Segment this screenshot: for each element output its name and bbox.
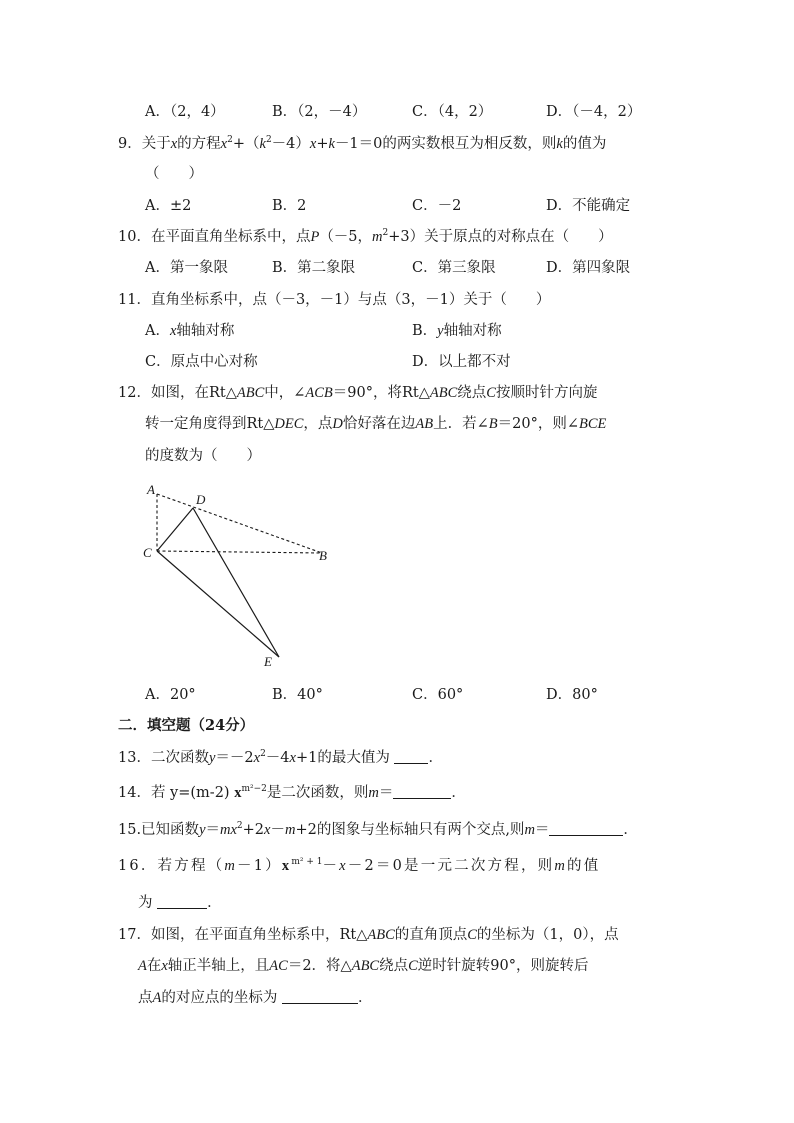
q9-option-d: D．不能确定: [546, 198, 631, 214]
q11-option-b: B．y轴轴对称: [412, 323, 502, 339]
label-e: E: [264, 654, 272, 669]
label-a: A: [147, 482, 155, 497]
q12-option-a: A．20°: [145, 687, 196, 703]
label-c: C: [143, 545, 152, 560]
q12-option-b: B．40°: [272, 687, 323, 703]
label-d: D: [196, 492, 206, 507]
q12-option-d: D．80°: [546, 687, 598, 703]
segment-c-d: [157, 508, 193, 551]
segment-d-e: [193, 508, 279, 657]
q10-option-a: A．第一象限: [145, 260, 228, 276]
q8-option-c: C．（4，2）: [412, 104, 493, 120]
q12-figure: [140, 478, 340, 673]
segment-c-e: [157, 551, 279, 657]
q10-option-c: C．第三象限: [412, 260, 496, 276]
q17-line-1: 17．如图，在平面直角坐标系中，Rt△ABC的直角顶点C的坐标为（1，0），点: [118, 927, 619, 943]
q16-answer-blank[interactable]: [157, 894, 207, 909]
q10-question: 10．在平面直角坐标系中，点P（－5，$m^2+3$）关于原点的对称点在（ ）: [118, 228, 613, 245]
q12-line-1: 12．如图，在Rt△ABC中，∠ACB＝90°，将Rt△ABC绕点C按顺时针方向旋: [118, 385, 598, 401]
q17-line-3: 点A的对应点的坐标为 ．: [138, 990, 373, 1006]
q12-option-c: C．60°: [412, 687, 464, 703]
q9-option-a: A．±2: [145, 198, 192, 214]
q14-answer-blank[interactable]: [393, 784, 451, 799]
segment-a-b: [157, 494, 322, 553]
section-heading: 二．填空题（24分）: [118, 717, 255, 734]
q8-option-d: D．（－4，2）: [546, 104, 642, 120]
q11-option-c: C．原点中心对称: [145, 354, 258, 370]
q11-question: 11．直角坐标系中，点（－3，－1）与点（3，－1）关于（ ）: [118, 292, 551, 308]
q9-paren: （ ）: [145, 166, 203, 182]
q11-option-a: A．x轴轴对称: [145, 323, 235, 339]
q14-question: 14．若 y=(m-2) $x^{m^2-2}$是二次函数，则m＝ ．: [118, 784, 466, 801]
q9-question: 9．关于x的方程$x^2+(k^2-4)x+k-1=0$的两实数根互为相反数，则k的值为: [118, 135, 607, 152]
q15-question: 15.已知函数$y=mx^2+2x-m+2$的图象与坐标轴只有两个交点,则m＝ ．: [118, 821, 638, 838]
q16-continuation: 为 ．: [138, 895, 222, 911]
q16-question: 16．若方程$(m-1)x^{m^2 + 1}-x-2=0$是一元二次方程，则m的值: [118, 857, 601, 874]
q9-option-b: B．2: [272, 198, 307, 214]
segment-c-b: [157, 551, 322, 553]
q8-option-b: B．（2，－4）: [272, 104, 367, 120]
q12-line-2: 转一定角度得到Rt△DEC，点D恰好落在边AB上．若∠B＝20°，则∠BCE: [145, 416, 607, 432]
q9-option-c: C．－2: [412, 198, 462, 214]
q11-option-d: D．以上都不对: [412, 354, 511, 370]
q12-line-3: 的度数为（ ）: [145, 448, 261, 464]
q10-option-d: D．第四象限: [546, 260, 631, 276]
q15-answer-blank[interactable]: [549, 821, 623, 836]
q10-option-b: B．第二象限: [272, 260, 356, 276]
q17-line-2: A在x轴正半轴上，且AC＝2．将△ABC绕点C逆时针旋转90°，则旋转后: [138, 958, 589, 974]
q13-answer-blank[interactable]: [394, 749, 428, 764]
q13-question: 13．二次函数$y=-2x^2-4x+1$的最大值为 ．: [118, 749, 443, 766]
q17-answer-blank[interactable]: [282, 989, 358, 1004]
q8-option-a: A．（2，4）: [145, 104, 225, 120]
label-b: B: [319, 548, 327, 563]
